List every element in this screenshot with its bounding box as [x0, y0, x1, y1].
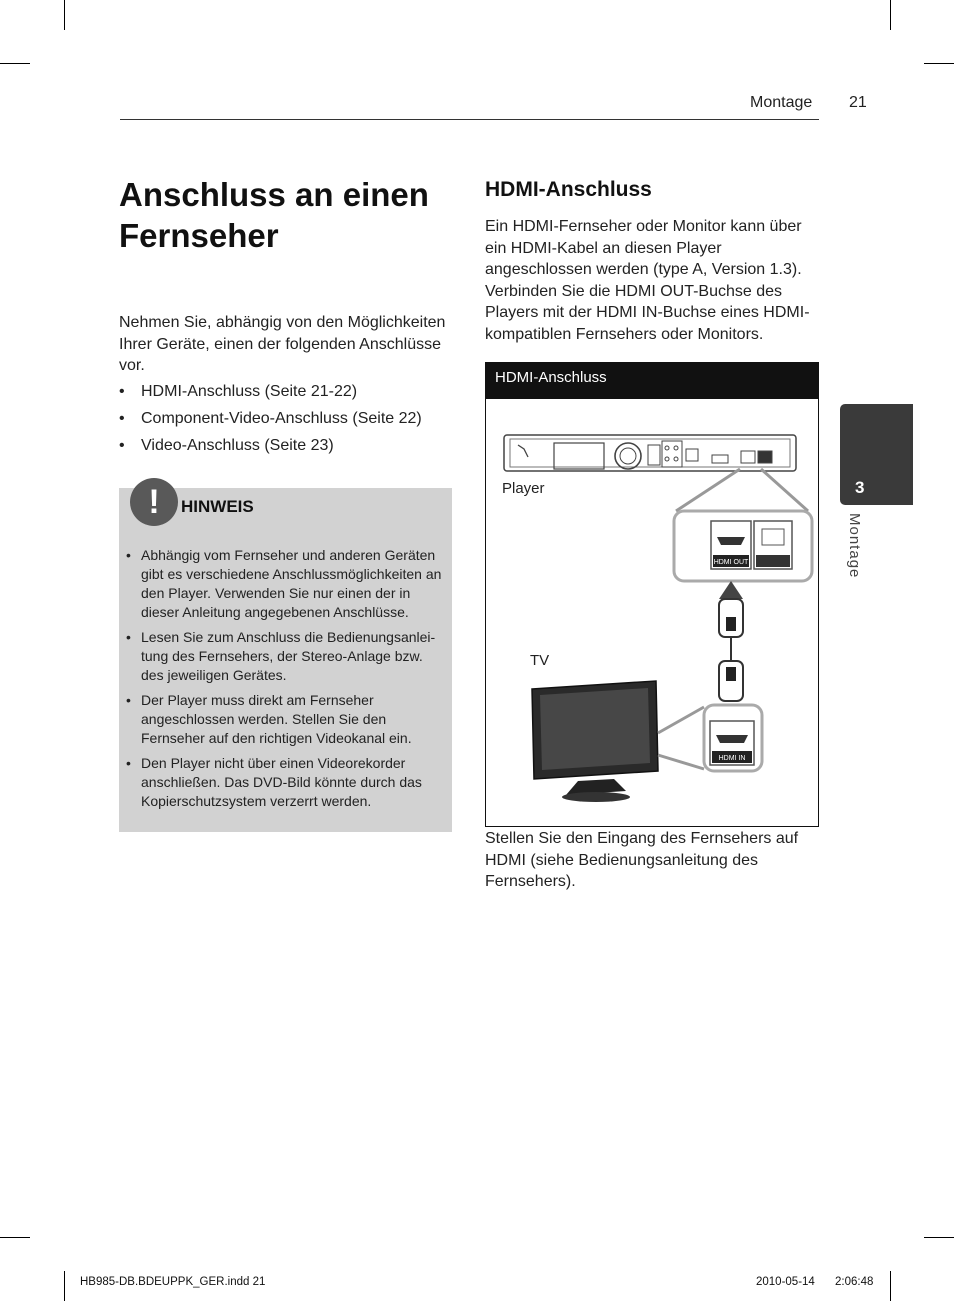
- note-item: • Den Player nicht über einen Videorekorder anschließen. Das DVD-Bild könnte durch das Kopierschutzsystem verzerrt werden.: [123, 754, 448, 811]
- tv-label: TV: [530, 652, 550, 669]
- connection-diagram: [486, 399, 818, 826]
- chapter-tab: [840, 404, 913, 505]
- note-list: [123, 546, 448, 817]
- footer-file: HB985-DB.BDEUPPK_GER.indd 21: [80, 1276, 266, 1288]
- crop-mark: [890, 1271, 891, 1301]
- chapter-number: 3: [855, 478, 865, 497]
- crop-mark: [924, 63, 954, 64]
- page-title: Anschluss an einen Fernseher: [119, 176, 429, 254]
- footer-date: 2010-05-14: [756, 1276, 815, 1288]
- crop-mark: [64, 0, 65, 30]
- footer-time: 2:06:48: [835, 1276, 874, 1288]
- figure-caption: Stellen Sie den Eingang des Fernsehers auf HDMI (siehe Bedienungsanleitung des Fernsehers).: [485, 830, 799, 890]
- hdmi-cable: [719, 581, 743, 723]
- player-rear-panel: [504, 435, 796, 471]
- note-item: • Der Player muss direkt am Fernseher angeschlossen werden. Stellen Sie den Fernseher auf den richtigen Videokanal ein.: [123, 691, 448, 748]
- intro-paragraph: Nehmen Sie, abhängig von den Möglichkeiten Ihrer Geräte, einen der folgenden Anschlüsse vor.: [119, 314, 446, 374]
- list-item: • Video-Anschluss (Seite 23): [119, 435, 422, 462]
- crop-mark: [890, 0, 891, 30]
- connection-list: [119, 381, 422, 462]
- figure-header: HDMI-Anschluss: [486, 363, 818, 399]
- header-rule: [120, 119, 819, 120]
- crop-mark: [64, 1271, 65, 1301]
- crop-mark: [0, 63, 30, 64]
- note-item: • Lesen Sie zum Anschluss die Bedienungsanlei-tung des Fernsehers, der Stereo-Anlage bzw. des jeweiligen Gerätes.: [123, 628, 448, 685]
- crop-mark: [0, 1237, 30, 1238]
- section-paragraph: Ein HDMI-Fernseher oder Monitor kann über ein HDMI-Kabel an diesen Player angeschlossen werden (type A, Version 1.3). Verbinden Sie die HDMI OUT-Buchse des Players mit der HDMI IN-Buchse eines HDMI-kompatiblen Fernsehers oder Monitors.: [485, 218, 810, 343]
- chapter-label: Montage: [846, 513, 863, 579]
- note-title: HINWEIS: [181, 497, 254, 516]
- hdmi-in-label: HDMI IN: [718, 755, 746, 762]
- list-item: • HDMI-Anschluss (Seite 21-22): [119, 381, 422, 408]
- running-header-section: Montage: [750, 94, 813, 111]
- tv-illustration: [532, 681, 658, 802]
- note-item: • Abhängig vom Fernseher und anderen Geräten gibt es verschiedene Anschlussmöglichkeiten an den Player. Verwenden Sie nur einen der in dieser Anleitung angegebenen Anschlüsse.: [123, 546, 448, 622]
- list-item: • Component-Video-Anschluss (Seite 22): [119, 408, 422, 435]
- player-label: Player: [502, 480, 545, 497]
- section-heading: HDMI-Anschluss: [485, 178, 652, 201]
- crop-mark: [924, 1237, 954, 1238]
- exclamation-icon: !: [130, 478, 178, 526]
- page-number: 21: [849, 94, 867, 111]
- hdmi-out-label: HDMI OUT: [713, 559, 749, 566]
- connection-figure: [485, 362, 819, 827]
